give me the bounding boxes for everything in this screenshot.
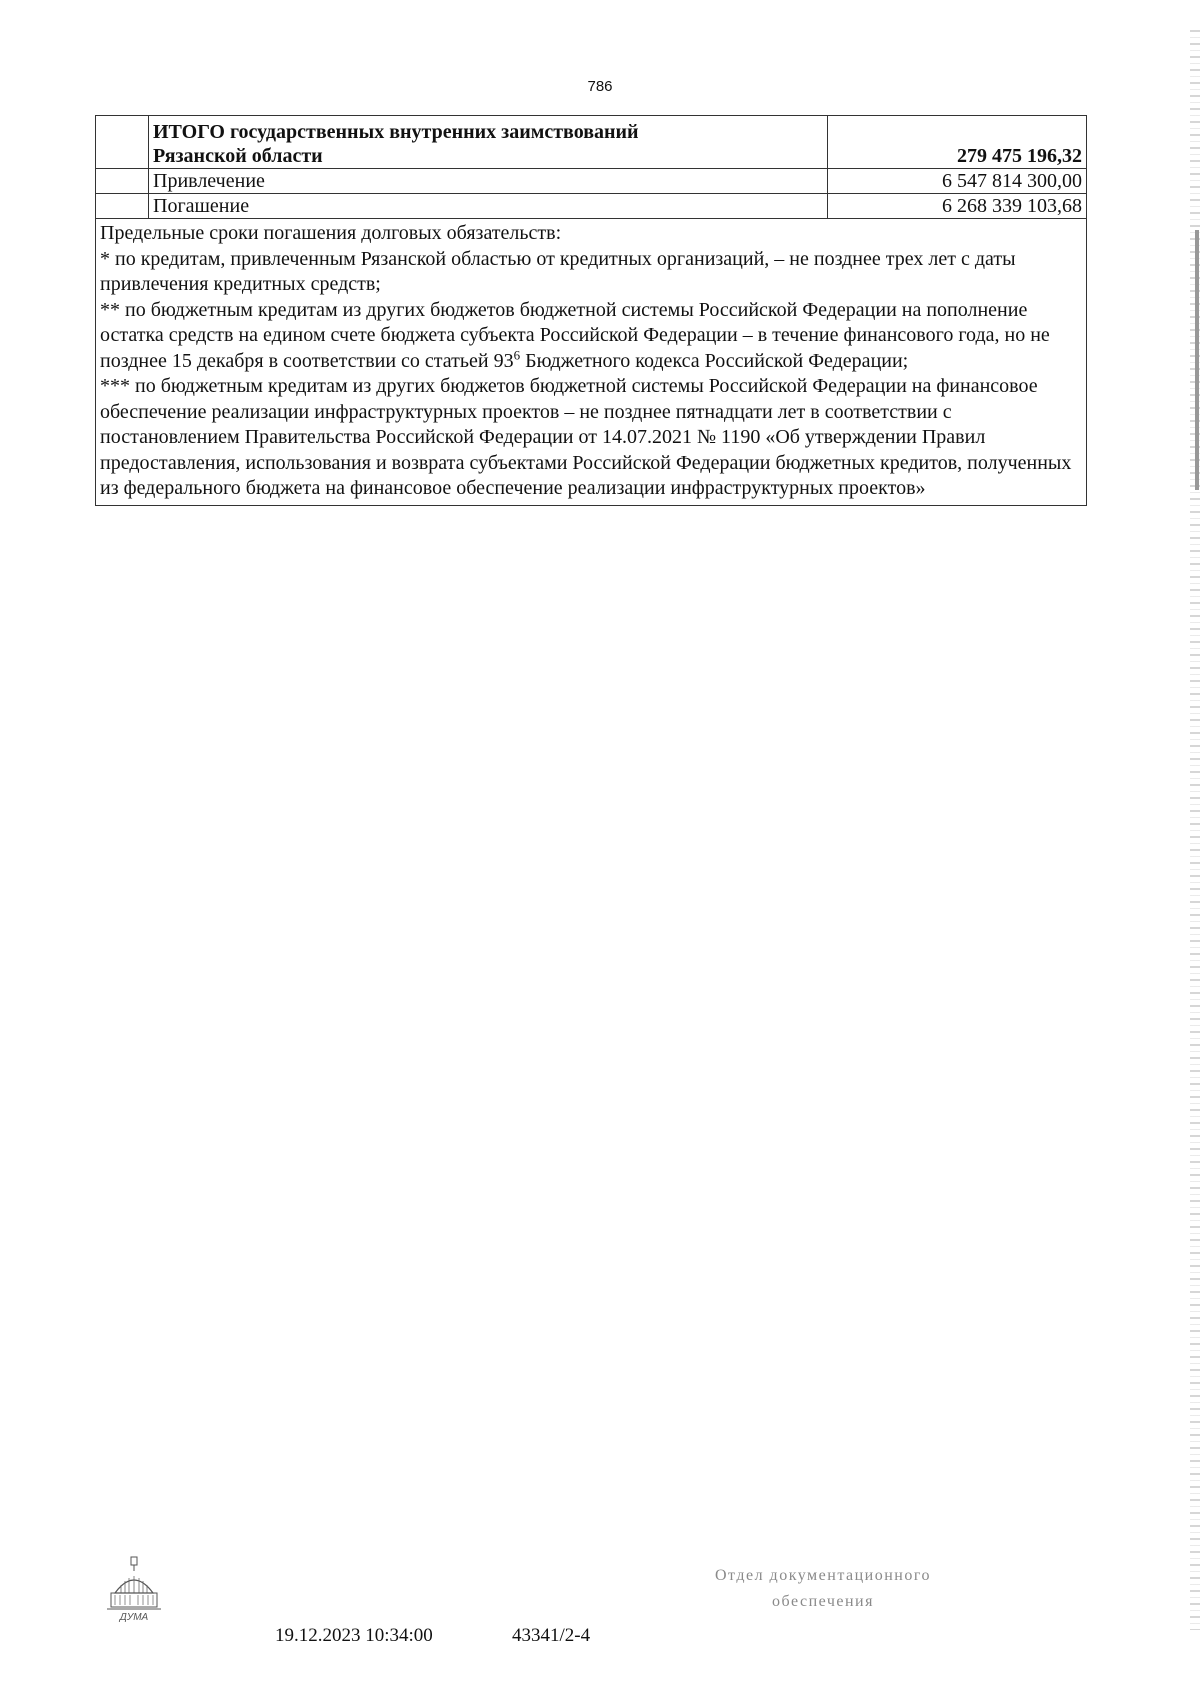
- note-2-text-end: Бюджетного кодекса Российской Федерации;: [520, 349, 909, 372]
- number-cell: [96, 169, 149, 194]
- note-2: [100, 298, 1082, 375]
- row-label: Привлечение: [149, 169, 828, 194]
- number-cell: [96, 194, 149, 219]
- note-2-text: ** по бюджетным кредитам из других бюджетов бюджетной системы Российской Федерации на пополнение остатка средств на едином счете бюджета субъекта Российской Федерации – в течение финансового года, но не позднее 15 декабря в соответствии со статьей 93: [100, 298, 1050, 372]
- notes-row: [96, 219, 1087, 506]
- borrowings-table: [95, 115, 1087, 506]
- stamp-line-1: Отдел документационного: [714, 1567, 932, 1584]
- table-row: [96, 194, 1087, 219]
- total-amount: 279 475 196,32: [828, 116, 1087, 169]
- duma-logo-icon: [103, 1555, 165, 1625]
- logo-text: ДУМА: [119, 1612, 149, 1623]
- row-amount: 6 547 814 300,00: [828, 169, 1087, 194]
- footer-doc-code: 43341/2-4: [512, 1625, 591, 1646]
- note-1: * по кредитам, привлеченным Рязанской областью от кредитных организаций, – не позднее трех лет с даты привлечения кредитных средств;: [100, 247, 1016, 295]
- article-superscript: 6: [513, 346, 521, 362]
- number-cell: [96, 116, 149, 169]
- row-amount: 6 268 339 103,68: [828, 194, 1087, 219]
- page-number: 786: [587, 78, 613, 95]
- notes-heading: Предельные сроки погашения долговых обязательств:: [100, 222, 562, 244]
- department-stamp: [688, 1563, 958, 1615]
- total-label-cell: [149, 116, 828, 169]
- total-label-line2: Рязанской области: [153, 145, 323, 167]
- row-label: Погашение: [149, 194, 828, 219]
- total-row: [96, 116, 1087, 169]
- stamp-line-2: обеспечения: [772, 1593, 874, 1610]
- note-3: *** по бюджетным кредитам из других бюджетов бюджетной системы Российской Федерации на финансовое обеспечение реализации инфраструктурных проектов – не позднее пятнадцати лет в соответствии с постановлением Правительства Российской Федерации от 14.07.2021 № 1190 «Об утверждении Правил предоставления, использования и возврата субъектами Российской Федерации бюджетных кредитов, полученных из федерального бюджета на финансовое обеспечение реализации инфраструктурных проектов»: [100, 375, 1072, 499]
- table-row: [96, 169, 1087, 194]
- scan-edge-artifact: [1190, 30, 1200, 1630]
- total-label-line1: ИТОГО государственных внутренних заимствований: [153, 121, 639, 143]
- footer-datetime: 19.12.2023 10:34:00: [275, 1625, 433, 1646]
- notes-cell: [96, 219, 1087, 506]
